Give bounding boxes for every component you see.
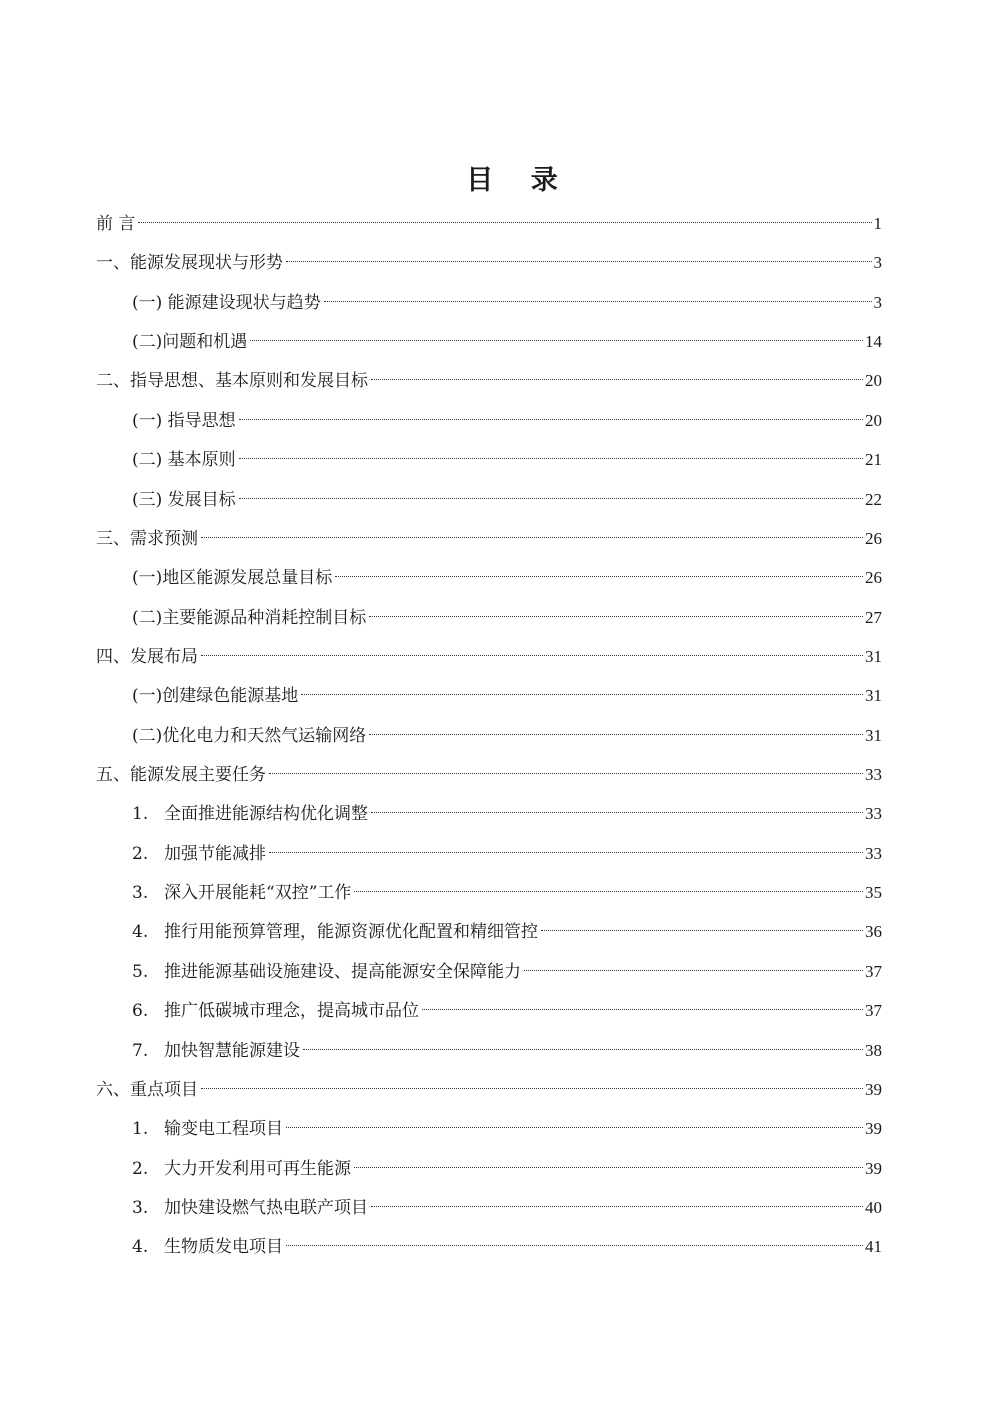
- toc-entry-text: 加快建设燃气热电联产项目: [164, 1197, 368, 1218]
- toc-entry-chapter-6[interactable]: [96, 1070, 882, 1109]
- toc-entry-text: (三) 发展目标: [132, 489, 236, 510]
- toc-leader-dots: [422, 1009, 863, 1010]
- toc-page-number: 31: [865, 646, 882, 666]
- toc-entry-item-5-4[interactable]: [96, 912, 882, 951]
- toc-page-number: 21: [865, 450, 882, 470]
- toc-entry-section-4-2[interactable]: [96, 716, 882, 755]
- toc-page-number: 20: [865, 410, 882, 430]
- toc-page-number: 26: [865, 528, 882, 548]
- toc-leader-dots: [354, 891, 863, 892]
- toc-page-number: 33: [865, 843, 882, 863]
- toc-entry-section-1-1[interactable]: [96, 283, 882, 322]
- toc-entry-text: 加强节能减排: [164, 843, 266, 864]
- toc-entry-text: (一)创建绿色能源基地: [132, 686, 299, 707]
- toc-page-number: 1: [873, 214, 882, 233]
- toc-entry-section-2-3[interactable]: [96, 480, 882, 519]
- toc-page-number: 41: [865, 1237, 882, 1257]
- toc-entry-text: (二)主要能源品种消耗控制目标: [132, 607, 367, 628]
- toc-entry-number: 3.: [132, 883, 149, 904]
- toc-leader-dots: [239, 498, 863, 499]
- toc-entry-text: 推行用能预算管理，能源资源优化配置和精细管控: [164, 922, 538, 943]
- toc-entry-item-5-2[interactable]: [96, 834, 882, 873]
- table-of-contents: [96, 204, 882, 1267]
- toc-entry-item-6-3[interactable]: [96, 1188, 882, 1227]
- toc-page-number: 27: [865, 607, 882, 627]
- toc-entry-text: (二)优化电力和天然气运输网络: [132, 725, 367, 746]
- toc-page-number: 3: [873, 253, 882, 273]
- toc-leader-dots: [369, 734, 863, 735]
- toc-leader-dots: [369, 616, 863, 617]
- toc-leader-dots: [239, 458, 863, 459]
- toc-leader-dots: [239, 419, 863, 420]
- toc-entry-text: 生物质发电项目: [164, 1237, 283, 1258]
- toc-entry-text: 前 言: [96, 214, 136, 234]
- toc-entry-text: (一) 指导思想: [132, 410, 236, 431]
- toc-entry-item-5-7[interactable]: [96, 1031, 882, 1070]
- toc-entry-number: 5.: [132, 961, 149, 982]
- toc-entry-text: 深入开展能耗“双控”工作: [164, 883, 352, 904]
- toc-entry-text: 三、需求预测: [96, 528, 198, 549]
- toc-leader-dots: [303, 1049, 863, 1050]
- toc-leader-dots: [324, 301, 872, 302]
- toc-entry-text: 全面推进能源结构优化调整: [164, 804, 368, 825]
- toc-leader-dots: [286, 1245, 863, 1246]
- toc-entry-number: 4.: [132, 1237, 149, 1258]
- toc-leader-dots: [138, 222, 871, 223]
- toc-entry-text: 加快智慧能源建设: [164, 1040, 300, 1061]
- toc-entry-text: (一) 能源建设现状与趋势: [132, 292, 321, 313]
- toc-leader-dots: [371, 812, 863, 813]
- toc-page-number: 33: [865, 765, 882, 785]
- toc-page-number: 22: [865, 489, 882, 509]
- toc-page-number: 31: [865, 725, 882, 745]
- toc-entry-text: 大力开发利用可再生能源: [164, 1158, 351, 1179]
- toc-entry-item-6-1[interactable]: [96, 1109, 882, 1148]
- toc-title: 目 录: [466, 165, 572, 196]
- toc-entry-item-5-3[interactable]: [96, 873, 882, 912]
- toc-page-number: 37: [865, 1001, 882, 1021]
- toc-leader-dots: [371, 1206, 863, 1207]
- toc-entry-item-5-5[interactable]: [96, 952, 882, 991]
- toc-leader-dots: [286, 261, 872, 262]
- toc-leader-dots: [335, 576, 863, 577]
- toc-leader-dots: [371, 379, 863, 380]
- toc-entry-section-2-1[interactable]: [96, 401, 882, 440]
- toc-entry-chapter-4[interactable]: [96, 637, 882, 676]
- toc-entry-number: 4.: [132, 922, 149, 943]
- toc-entry-number: 2.: [132, 1158, 149, 1179]
- toc-page-number: 38: [865, 1040, 882, 1060]
- toc-entry-section-3-2[interactable]: [96, 598, 882, 637]
- toc-entry-number: 7.: [132, 1040, 149, 1061]
- toc-leader-dots: [201, 655, 863, 656]
- toc-entry-chapter-2[interactable]: [96, 361, 882, 400]
- toc-leader-dots: [301, 694, 863, 695]
- toc-page-number: 39: [865, 1079, 882, 1099]
- toc-page-number: 3: [873, 292, 882, 312]
- toc-entry-section-2-2[interactable]: [96, 440, 882, 479]
- toc-leader-dots: [541, 930, 863, 931]
- toc-entry-item-5-1[interactable]: [96, 794, 882, 833]
- toc-leader-dots: [354, 1167, 863, 1168]
- toc-entry-chapter-5[interactable]: [96, 755, 882, 794]
- toc-entry-number: 3.: [132, 1197, 149, 1218]
- toc-entry-text: (一)地区能源发展总量目标: [132, 568, 333, 589]
- toc-entry-item-6-2[interactable]: [96, 1149, 882, 1188]
- toc-entry-section-3-1[interactable]: [96, 558, 882, 597]
- toc-leader-dots: [286, 1127, 863, 1128]
- toc-entry-number: 6.: [132, 1001, 149, 1022]
- toc-entry-number: 1.: [132, 804, 149, 825]
- toc-entry-text: 输变电工程项目: [164, 1119, 283, 1140]
- toc-entry-section-4-1[interactable]: [96, 676, 882, 715]
- toc-entry-text: (二) 基本原则: [132, 450, 236, 471]
- toc-page-number: 14: [865, 332, 882, 352]
- toc-page-number: 37: [865, 961, 882, 981]
- toc-page-number: 36: [865, 922, 882, 942]
- toc-page-number: 33: [865, 804, 882, 824]
- toc-page-number: 35: [865, 883, 882, 903]
- toc-entry-text: 一、能源发展现状与形势: [96, 253, 283, 274]
- toc-page-number: 39: [865, 1158, 882, 1178]
- toc-leader-dots: [201, 537, 863, 538]
- toc-leader-dots: [201, 1088, 863, 1089]
- toc-entry-number: 2.: [132, 843, 149, 864]
- toc-entry-text: 二、指导思想、基本原则和发展目标: [96, 371, 368, 392]
- toc-entry-text: 五、能源发展主要任务: [96, 765, 266, 786]
- toc-entry-text: 六、重点项目: [96, 1079, 198, 1100]
- toc-page-number: 20: [865, 371, 882, 391]
- toc-entry-number: 1.: [132, 1119, 149, 1140]
- toc-leader-dots: [269, 852, 863, 853]
- toc-entry-text: (二)问题和机遇: [132, 332, 248, 353]
- toc-page-number: 31: [865, 686, 882, 706]
- toc-entry-item-6-4[interactable]: [96, 1227, 882, 1266]
- toc-entry-preface[interactable]: [96, 204, 882, 243]
- toc-entry-text: 推广低碳城市理念，提高城市品位: [164, 1001, 419, 1022]
- toc-entry-item-5-6[interactable]: [96, 991, 882, 1030]
- toc-entry-text: 四、发展布局: [96, 646, 198, 667]
- toc-leader-dots: [269, 773, 863, 774]
- toc-entry-chapter-3[interactable]: [96, 519, 882, 558]
- toc-entry-chapter-1[interactable]: [96, 243, 882, 282]
- toc-leader-dots: [524, 970, 863, 971]
- toc-page-number: 39: [865, 1119, 882, 1139]
- toc-page-number: 40: [865, 1197, 882, 1217]
- toc-leader-dots: [250, 340, 863, 341]
- toc-page-number: 26: [865, 568, 882, 588]
- toc-entry-text: 推进能源基础设施建设、提高能源安全保障能力: [164, 961, 521, 982]
- toc-entry-section-1-2[interactable]: [96, 322, 882, 361]
